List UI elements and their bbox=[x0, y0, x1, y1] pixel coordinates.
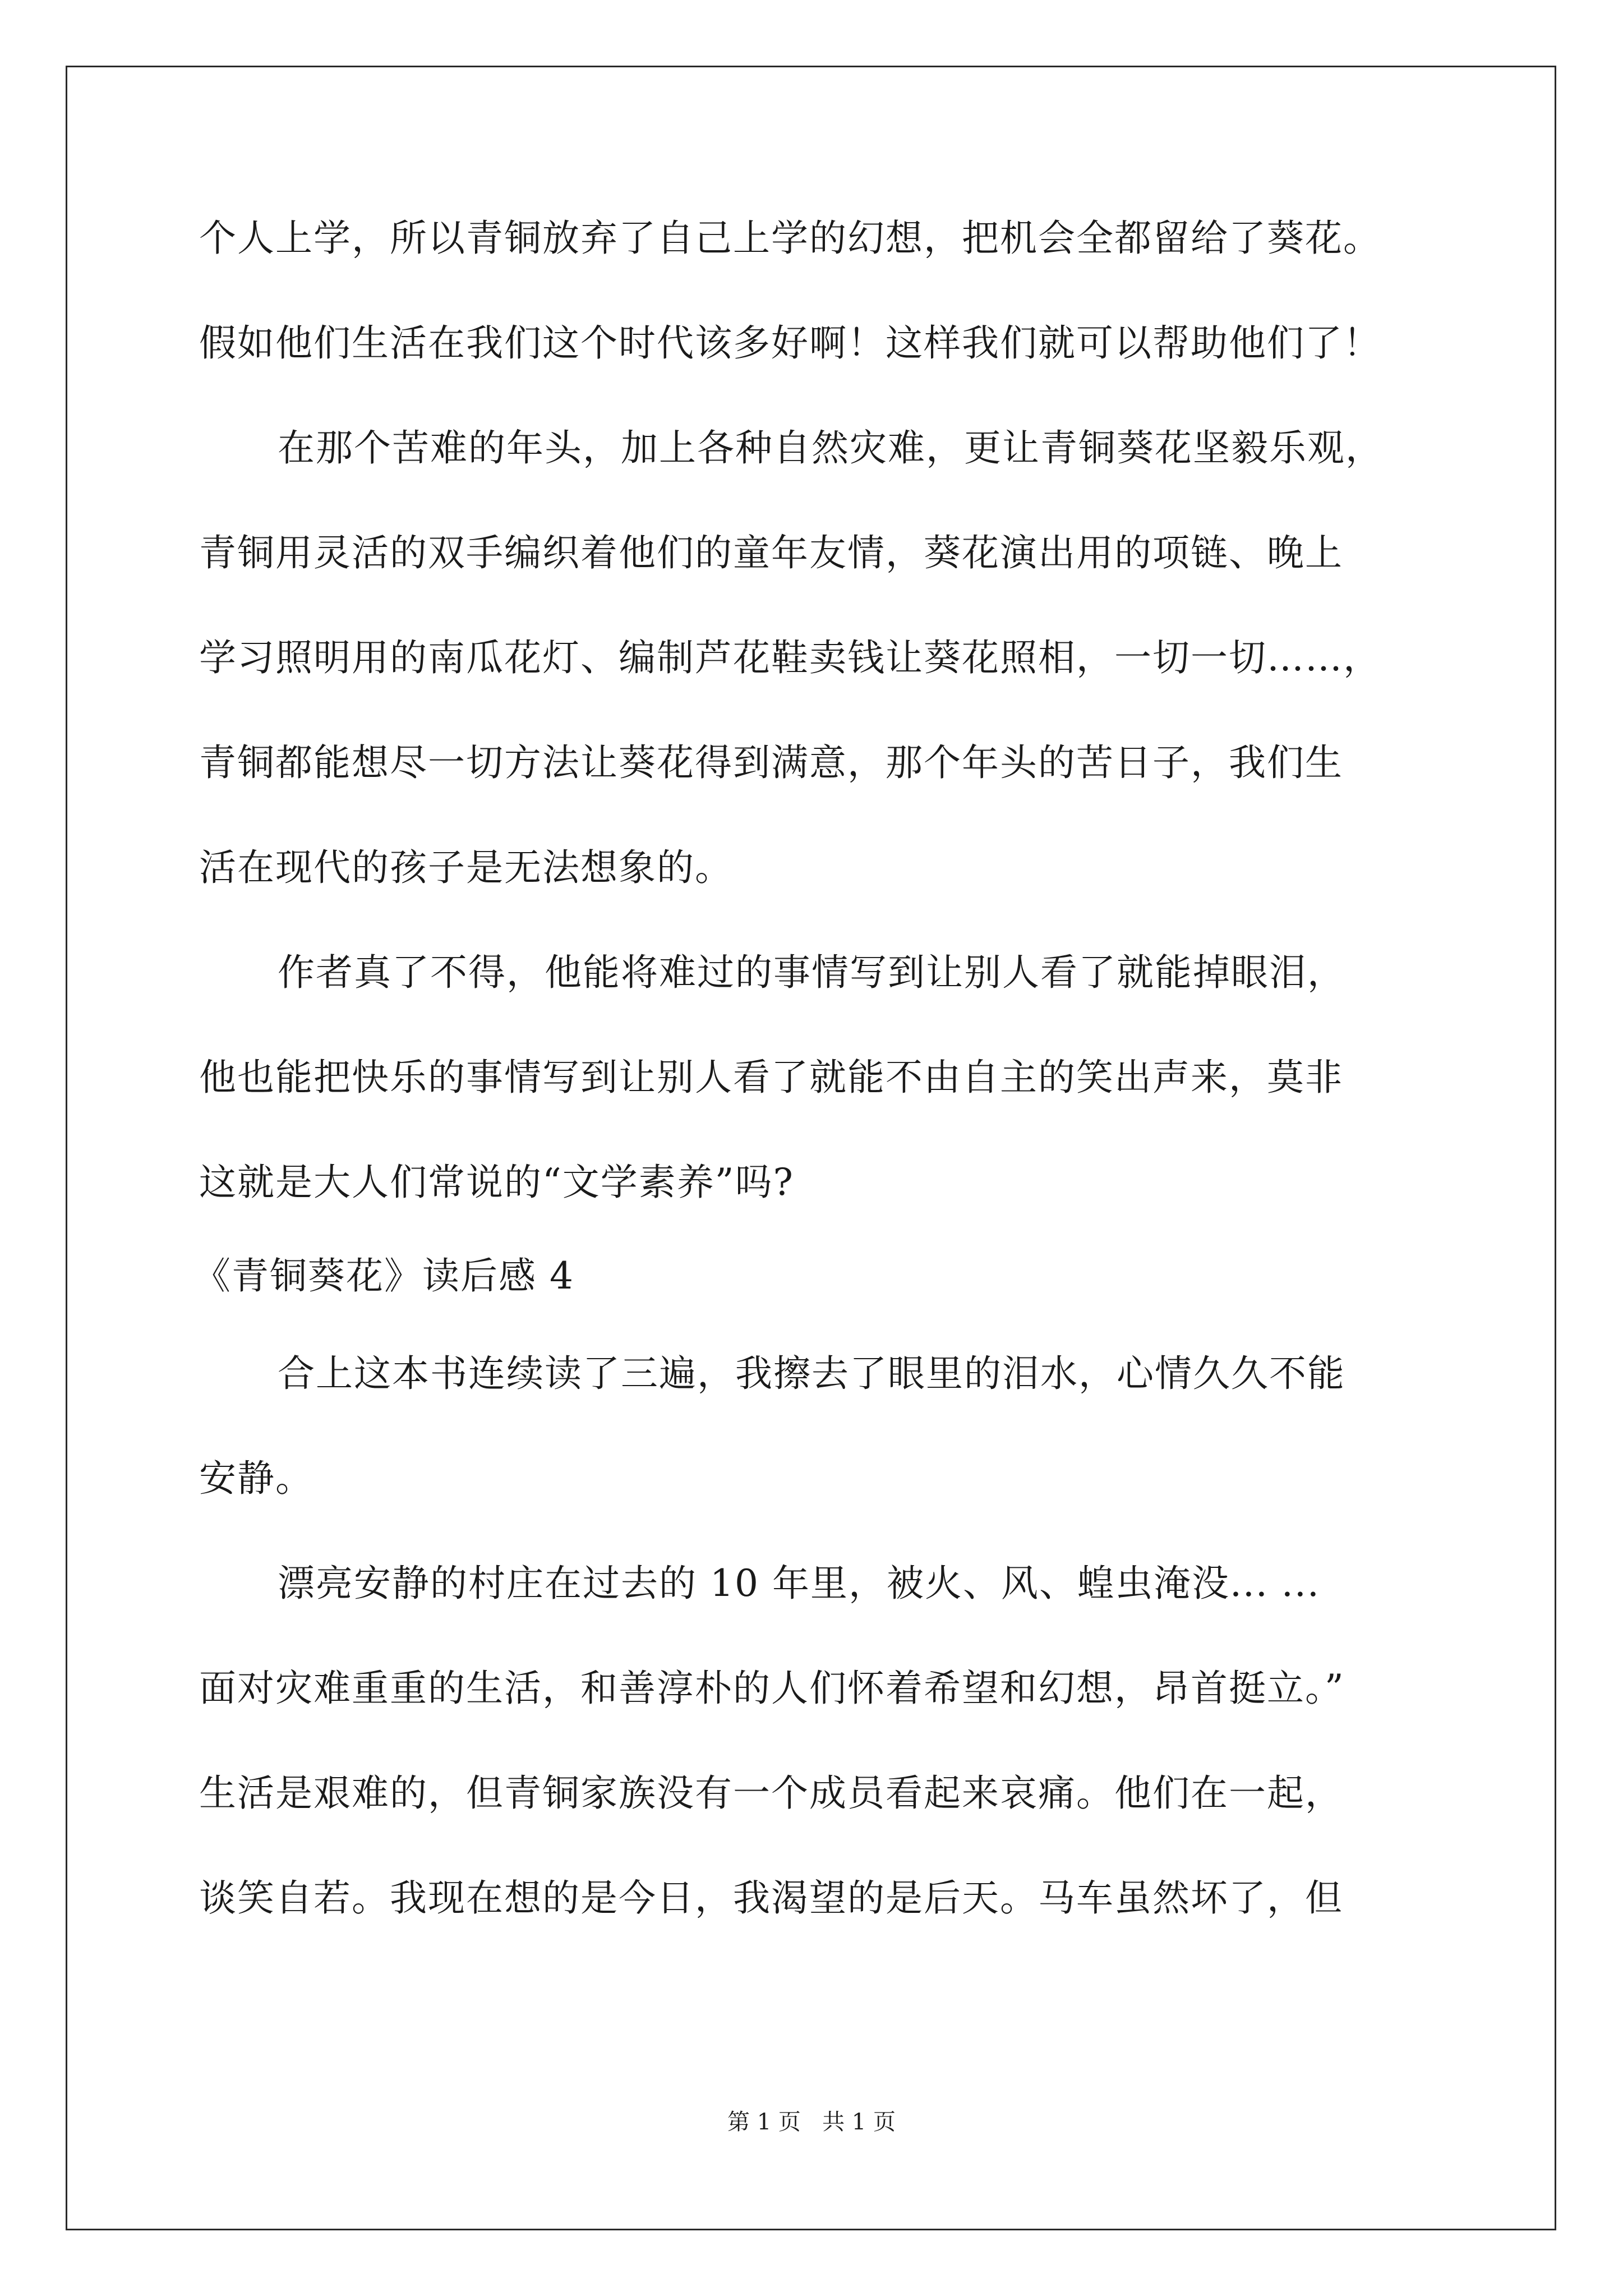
text-line: 个人上学，所以青铜放弃了自己上学的幻想，把机会全都留给了葵花。 bbox=[199, 217, 1381, 260]
text-line: 假如他们生活在我们这个时代该多好啊！这样我们就可以帮助他们了！ bbox=[199, 321, 1381, 365]
page-footer: 第 1 页 共 1 页 bbox=[727, 2109, 896, 2135]
text-line: 生活是艰难的，但青铜家族没有一个成员看起来哀痛。他们在一起， bbox=[199, 1772, 1343, 1815]
text-line: 安静。 bbox=[199, 1457, 313, 1500]
text-line: 面对灾难重重的生活，和善淳朴的人们怀着希望和幻想，昂首挺立。” bbox=[199, 1667, 1345, 1710]
paragraph-first-line: 合上这本书连续读了三遍，我擦去了眼里的泪水，心情久久不能 bbox=[278, 1352, 1345, 1395]
text-line: 学习照明用的南瓜花灯、编制芦花鞋卖钱让葵花照相，一切一切……， bbox=[199, 636, 1381, 679]
paragraph-first-line: 漂亮安静的村庄在过去的 10 年里，被火、风、蝗虫淹没... ... bbox=[278, 1562, 1320, 1605]
text-line: 他也能把快乐的事情写到让别人看了就能不由自主的笑出声来，莫非 bbox=[199, 1056, 1343, 1099]
text-line: 青铜用灵活的双手编织着他们的童年友情，葵花演出用的项链、晚上 bbox=[199, 531, 1343, 574]
paragraph-first-line: 在那个苦难的年头，加上各种自然灾难，更让青铜葵花坚毅乐观， bbox=[278, 426, 1384, 470]
text-line: 活在现代的孩子是无法想象的。 bbox=[199, 846, 733, 889]
section-heading: 《青铜葵花》读后感 4 bbox=[193, 1254, 574, 1297]
text-line: 谈笑自若。我现在想的是今日，我渴望的是后天。马车虽然坏了，但 bbox=[199, 1876, 1343, 1920]
text-line: 青铜都能想尽一切方法让葵花得到满意，那个年头的苦日子，我们生 bbox=[199, 741, 1343, 784]
text-line: 这就是大人们常说的“文学素养”吗? bbox=[199, 1161, 794, 1204]
paragraph-first-line: 作者真了不得，他能将难过的事情写到让别人看了就能掉眼泪， bbox=[278, 951, 1345, 994]
